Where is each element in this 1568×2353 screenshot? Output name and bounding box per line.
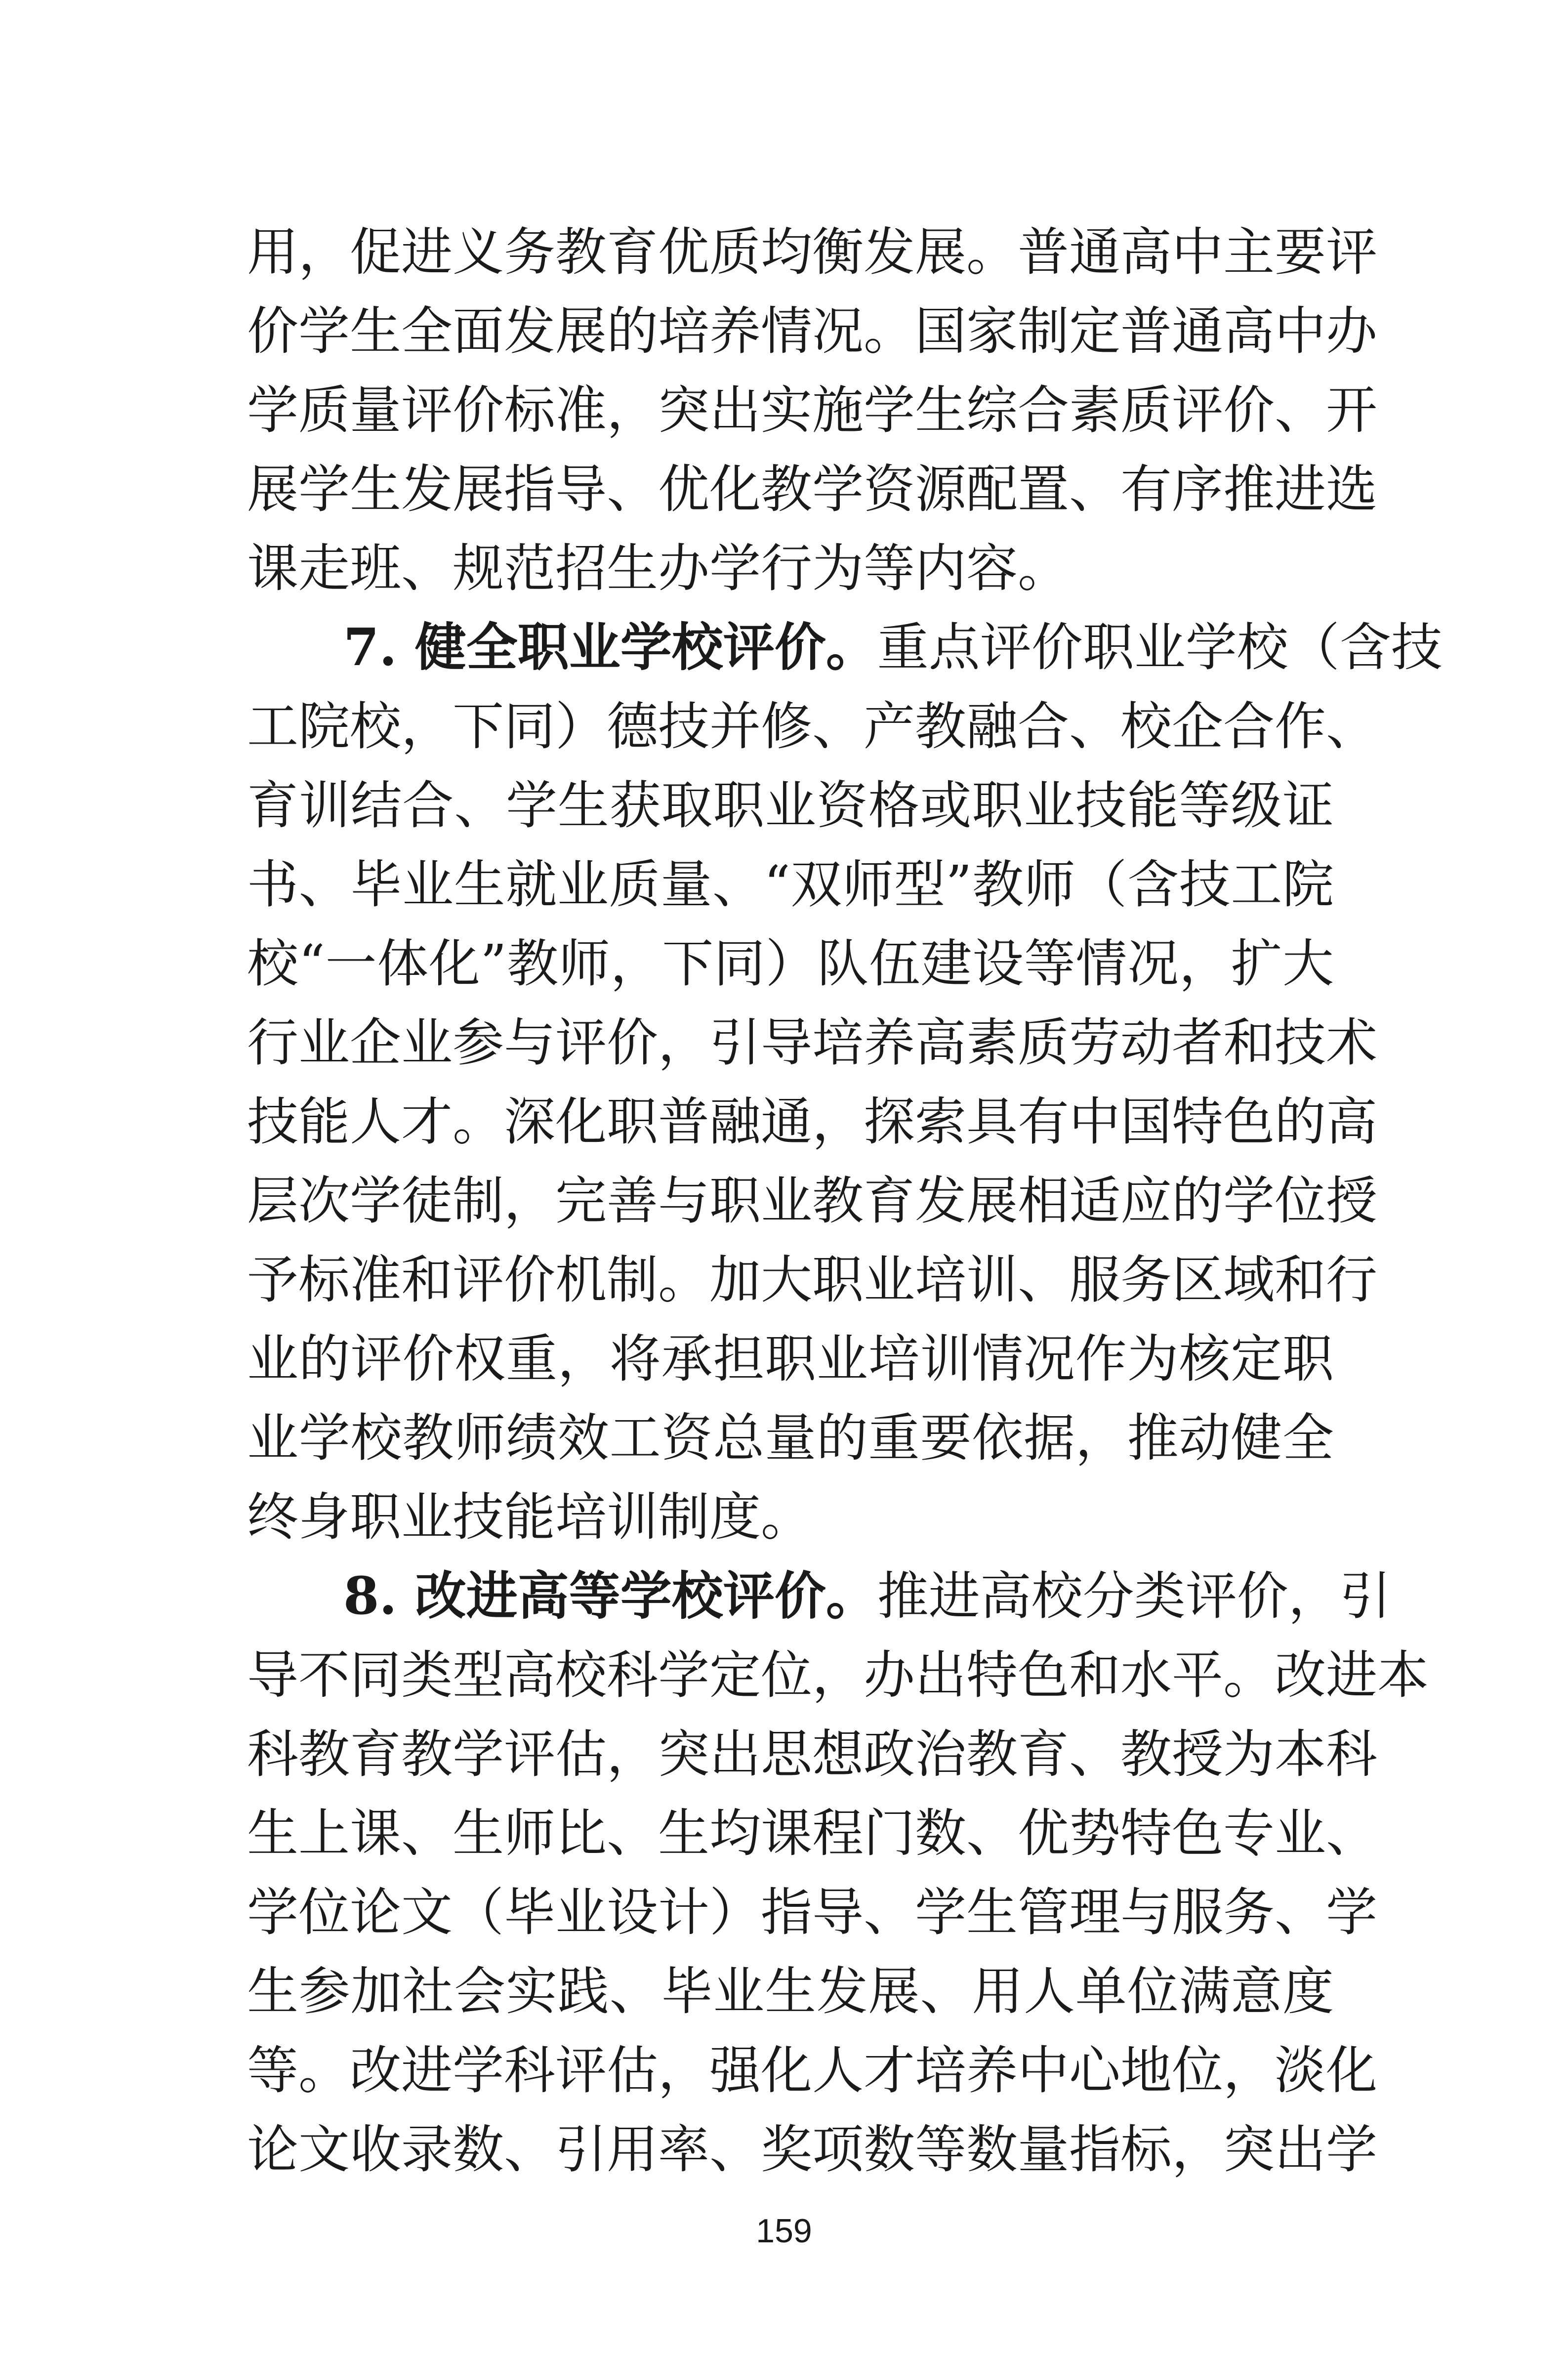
paragraph-3-line-4: 学位论文（毕业设计）指导、学生管理与服务、学 <box>247 1882 1378 1942</box>
paragraph-2-line-10: 业学校教师绩效工资总量的重要依据，推动健全 <box>247 1408 1334 1468</box>
paragraph-1-line-1: 用，促进义务教育优质均衡发展。普通高中主要评 <box>247 222 1378 282</box>
paragraph-2-line-5: 行业企业参与评价，引导培养高素质劳动者和技术 <box>247 1012 1378 1073</box>
paragraph-2-line-11: 终身职业技能培训制度。 <box>247 1487 813 1547</box>
section-8-heading: 8. 改进高等学校评价。 <box>343 1565 877 1626</box>
paragraph-1-line-2: 价学生全面发展的培养情况。国家制定普通高中办 <box>247 301 1378 361</box>
paragraph-2-line-7: 层次学徒制，完善与职业教育发展相适应的学位授 <box>247 1171 1378 1231</box>
paragraph-3-line-1: 导不同类型高校科学定位，办出特色和水平。改进本 <box>247 1645 1429 1705</box>
paragraph-2-line-2: 育训结合、学生获取职业资格或职业技能等级证 <box>247 775 1334 836</box>
paragraph-2-line-4: 校“一体化”教师，下同）队伍建设等情况，扩大 <box>247 933 1334 994</box>
paragraph-3-first-line <box>343 1561 1391 1631</box>
paragraph-3-line-7: 论文收录数、引用率、奖项数等数量指标，突出学 <box>247 2119 1378 2180</box>
paragraph-3-line-6: 等。改进学科评估，强化人才培养中心地位，淡化 <box>247 2040 1378 2101</box>
section-7-heading: 7. 健全职业学校评价。 <box>343 617 877 677</box>
paragraph-1-line-5: 课走班、规范招生办学行为等内容。 <box>247 538 1070 598</box>
paragraph-1-line-4: 展学生发展指导、优化教学资源配置、有序推进选 <box>247 459 1378 519</box>
paragraph-2-line-6: 技能人才。深化职普融通，探索具有中国特色的高 <box>247 1092 1378 1152</box>
paragraph-3-line-3: 生上课、生师比、生均课程门数、优势特色专业、 <box>247 1803 1378 1863</box>
page-number: 159 <box>756 2212 812 2250</box>
paragraph-2-line-8: 予标准和评价机制。加大职业培训、服务区域和行 <box>247 1250 1378 1310</box>
paragraph-2-line-9: 业的评价权重，将承担职业培训情况作为核定职 <box>247 1329 1334 1389</box>
paragraph-2-line-1: 工院校，下同）德技并修、产教融合、校企合作、 <box>247 696 1378 756</box>
paragraph-3-line-5: 生参加社会实践、毕业生发展、用人单位满意度 <box>247 1961 1334 2021</box>
paragraph-3-line-2: 科教育教学评估，突出思想政治教育、教授为本科 <box>247 1724 1378 1784</box>
paragraph-1-line-3: 学质量评价标准，突出实施学生综合素质评价、开 <box>247 380 1378 440</box>
paragraph-2-first-line <box>343 613 1443 682</box>
paragraph-3-first-line-text: 推进高校分类评价，引 <box>877 1566 1391 1626</box>
paragraph-2-first-line-text: 重点评价职业学校（含技 <box>877 617 1443 677</box>
paragraph-2-line-3: 书、毕业生就业质量、“双师型”教师（含技工院 <box>247 854 1334 915</box>
